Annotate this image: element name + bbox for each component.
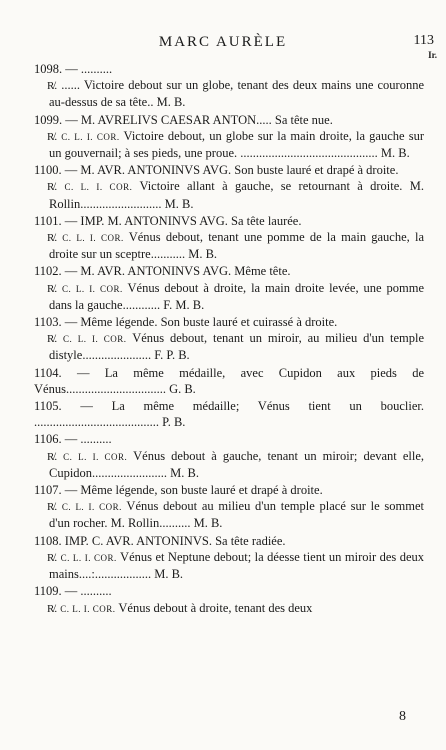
reverse-description: Vénus debout à gauche, tenant un miroir; devant elle, Cupidon........................ M. B. [49,448,425,480]
reverse-legend: C. L. I. COR. [60,552,117,563]
reverse-description: Vénus debout, tenant un miroir, au milieu d'un temple distyle...................... F. P. B. [49,331,424,363]
catalogue-entry [34,112,424,162]
entry-number: 1101. [34,213,62,228]
catalogue-entry [34,365,424,397]
entry-number: 1100. [34,163,62,178]
reverse-description: Victoire debout, un globe sur la main droite, la gauche sur un gouvernail; à ses pieds, une proue. ............................................ M. B. [49,128,424,161]
entry-number: 1099. [34,112,63,127]
entry-number: 1109. [34,584,62,599]
reverse-line [34,498,424,531]
catalogue-entry [34,583,424,616]
obverse-description: — M. AVRELIVS CAESAR ANTON..... Sa tête nue. [65,112,333,127]
obverse-description: — .......... [65,62,113,76]
catalogue-entry [34,482,424,532]
obverse-line [34,398,424,430]
obverse-line [34,61,424,77]
obverse-description: — Même légende. Son buste lauré et cuirassé à droite. [64,315,338,330]
catalogue-entry [34,431,424,481]
reverse-symbol: R̸. [47,181,58,194]
obverse-description: IMP. C. AVR. ANTONINVS. Sa tête radiée. [64,533,286,548]
obverse-description: — Même légende, son buste lauré et drapé à droite. [64,483,323,498]
catalogue-entry [34,162,424,212]
entry-number: 1103. [34,315,62,330]
entry-number: 1108. [34,533,62,548]
obverse-line [34,314,424,330]
reverse-symbol: R̸. [47,501,58,514]
obverse-line [34,263,424,279]
reverse-legend: C. L. I. COR. [61,131,120,142]
obverse-line [34,162,424,178]
reverse-line [34,178,424,211]
obverse-line [34,583,424,599]
reverse-line [34,128,424,161]
obverse-line [34,365,424,397]
entry-number: 1104. [34,365,62,380]
reverse-symbol: R̸. [47,130,58,143]
reverse-legend: C. L. I. COR. [60,603,116,614]
obverse-line [34,213,424,229]
obverse-line [34,112,424,128]
reverse-line [34,77,424,110]
catalogue-entry [34,61,424,111]
obverse-line [34,482,424,498]
reverse-legend: C. L. I. COR. [62,283,123,294]
running-head: MARC AURÈLE [158,34,288,50]
reverse-symbol: R̸. [47,551,58,564]
reverse-description: Vénus debout à droite, la main droite levée, une pomme dans la gauche............ F. M. B. [49,280,425,312]
obverse-description: — .......... [64,432,112,447]
reverse-symbol: R̸. [47,80,58,93]
reverse-symbol: R̸. [47,333,58,346]
page-number: 113 [413,33,434,48]
entry-number: 1106. [34,432,62,447]
reverse-line [34,330,424,363]
reverse-line [34,280,424,313]
reverse-line [34,448,424,481]
signature-mark: 8 [399,709,406,724]
obverse-description: — IMP. M. ANTONINVS AVG. Sa tête laurée. [64,213,302,228]
reverse-line [34,600,424,617]
reverse-line [34,229,424,262]
entry-number: 1107. [34,483,62,498]
obverse-description: — .......... [64,584,112,599]
reverse-legend: C. L. I. COR. [62,334,127,345]
obverse-description: — La même médaille; Vénus tient un bouclier. ........................................ P. B. [34,399,425,430]
catalogue-entry [34,533,424,583]
obverse-line [34,533,424,549]
reverse-legend: C. L. I. COR. [64,182,133,193]
catalogue-entry [34,398,424,430]
obverse-line [34,431,424,447]
catalogue-entry [34,213,424,263]
reverse-legend: C. L. I. COR. [62,233,124,244]
reverse-symbol: R̸. [47,450,58,463]
reverse-symbol: R̸. [47,602,58,615]
reverse-description: Vénus et Neptune debout; la déesse tient un miroir des deux mains....:.................. M. B. [49,549,424,582]
catalogue-body [34,61,424,618]
obverse-description: — M. AVR. ANTONINVS AVG. Même tête. [64,264,291,279]
entry-number: 1102. [34,264,62,279]
reverse-description: Vénus debout, tenant une pomme de la main gauche, la droite sur un sceptre........... M. B. [49,230,424,262]
reverse-description: Vénus debout au milieu d'un temple placé sur le sommet d'un rocher. M. Rollin.......... M. B. [49,499,424,531]
entry-number: 1105. [34,399,62,414]
catalogue-entry [34,263,424,313]
reverse-legend: C. L. I. COR. [63,451,128,462]
reverse-legend: C. L. I. COR. [61,502,122,513]
reverse-description: ...... Victoire debout sur un globe, tenant des deux mains une couronne au-dessus de sa tête.. M. B. [49,78,425,110]
reverse-symbol: R̸. [47,282,58,295]
reverse-description: Vénus debout à droite, tenant des deux [118,600,313,615]
reverse-symbol: R̸. [47,232,58,245]
obverse-description: — La même médaille, avec Cupidon aux pieds de Vénus................................ G. B. [34,365,425,396]
catalogue-entry [34,314,424,364]
obverse-description: — M. AVR. ANTONINVS AVG. Son buste lauré et drapé à droite. [64,163,399,178]
page-mark: Ir. [428,50,437,60]
entry-number: 1098. [34,62,63,76]
reverse-line [34,549,424,582]
reverse-description: Victoire allant à gauche, se retournant à droite. M. Rollin.......................... M. B. [49,179,424,211]
